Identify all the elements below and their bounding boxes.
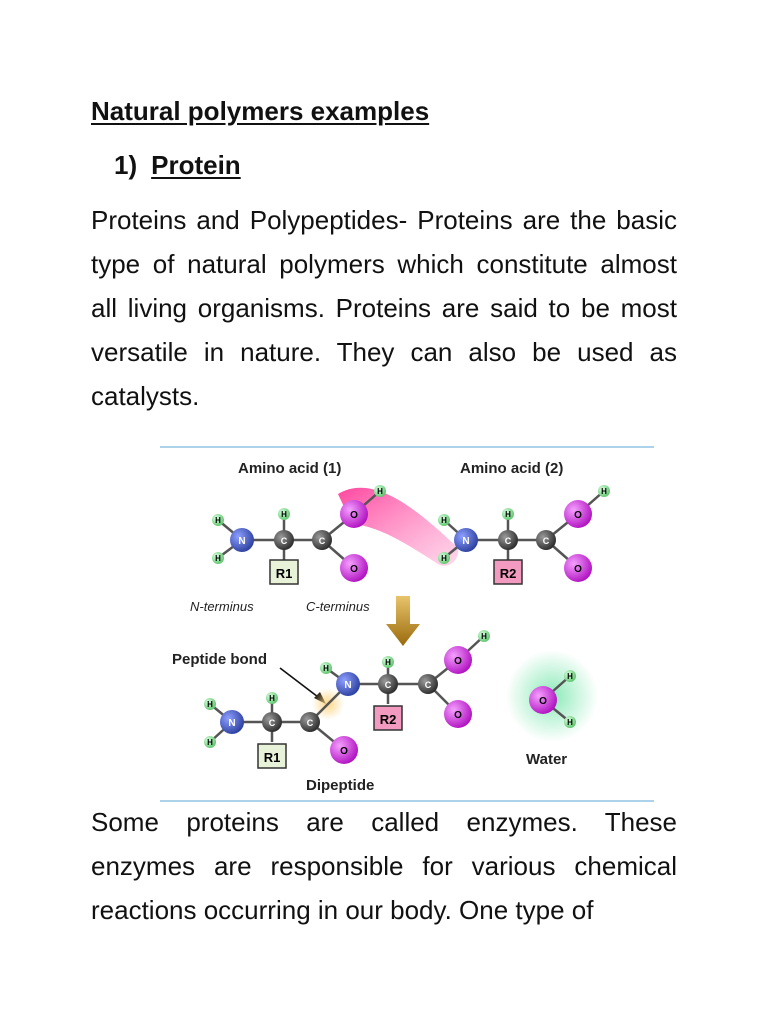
protein-paragraph: Proteins and Polypeptides- Proteins are the basic type of natural polymers which constitute almost all living organisms. Proteins are said to be most versatile in nature. They can also be used as catalysts. [91,205,677,411]
svg-text:O: O [574,510,582,521]
reaction-arrow [386,596,420,646]
c-terminus-label: C-terminus [306,599,370,614]
section-heading [114,150,241,181]
svg-text:O: O [454,710,462,721]
svg-text:O: O [340,746,348,757]
svg-text:H: H [281,510,287,519]
svg-text:H: H [441,516,447,525]
svg-text:O: O [574,564,582,575]
dipeptide-figure [160,446,654,802]
svg-text:H: H [567,718,573,727]
section-title: Protein [151,150,241,180]
svg-text:C: C [424,680,432,690]
amino-acid-2-label: Amino acid (2) [460,460,564,477]
svg-text:H: H [323,664,329,673]
amino-acid-2-atoms [438,485,610,584]
svg-text:H: H [601,487,607,496]
svg-text:O: O [539,696,547,707]
svg-text:H: H [207,700,213,709]
svg-text:O: O [454,656,462,667]
svg-text:O: O [350,564,358,575]
svg-text:C: C [504,536,512,546]
svg-text:H: H [215,554,221,563]
svg-text:H: H [505,510,511,519]
svg-text:C: C [268,718,276,728]
r2-label: R2 [379,712,397,727]
svg-text:H: H [441,554,447,563]
svg-text:H: H [207,738,213,747]
svg-text:C: C [318,536,326,546]
svg-text:H: H [377,487,383,496]
r1-label: R1 [263,750,281,765]
r1-label: R1 [275,566,293,581]
svg-text:O: O [350,510,358,521]
svg-text:N: N [344,680,352,691]
dipeptide-diagram [160,446,654,802]
svg-text:N: N [238,536,246,547]
dipeptide-label: Dipeptide [306,777,375,794]
svg-text:C: C [384,680,392,690]
section-number: 1) [114,150,138,180]
svg-text:H: H [385,658,391,667]
water-label: Water [526,751,568,768]
svg-text:N: N [228,718,236,729]
svg-text:C: C [542,536,550,546]
svg-text:H: H [567,672,573,681]
r2-label: R2 [499,566,517,581]
svg-text:H: H [269,694,275,703]
svg-text:C: C [306,718,314,728]
water-molecule [506,650,598,742]
enzymes-paragraph: Some proteins are called enzymes. These enzymes are responsible for various chemical reactions occurring in our body. One type of [91,807,677,925]
svg-text:C: C [280,536,288,546]
n-terminus-label: N-terminus [190,599,254,614]
svg-text:N: N [462,536,470,547]
svg-text:H: H [215,516,221,525]
amino-acid-1-label: Amino acid (1) [238,460,342,477]
svg-text:H: H [481,632,487,641]
peptide-bond-label: Peptide bond [172,651,267,668]
page-heading: Natural polymers examples [91,96,430,126]
